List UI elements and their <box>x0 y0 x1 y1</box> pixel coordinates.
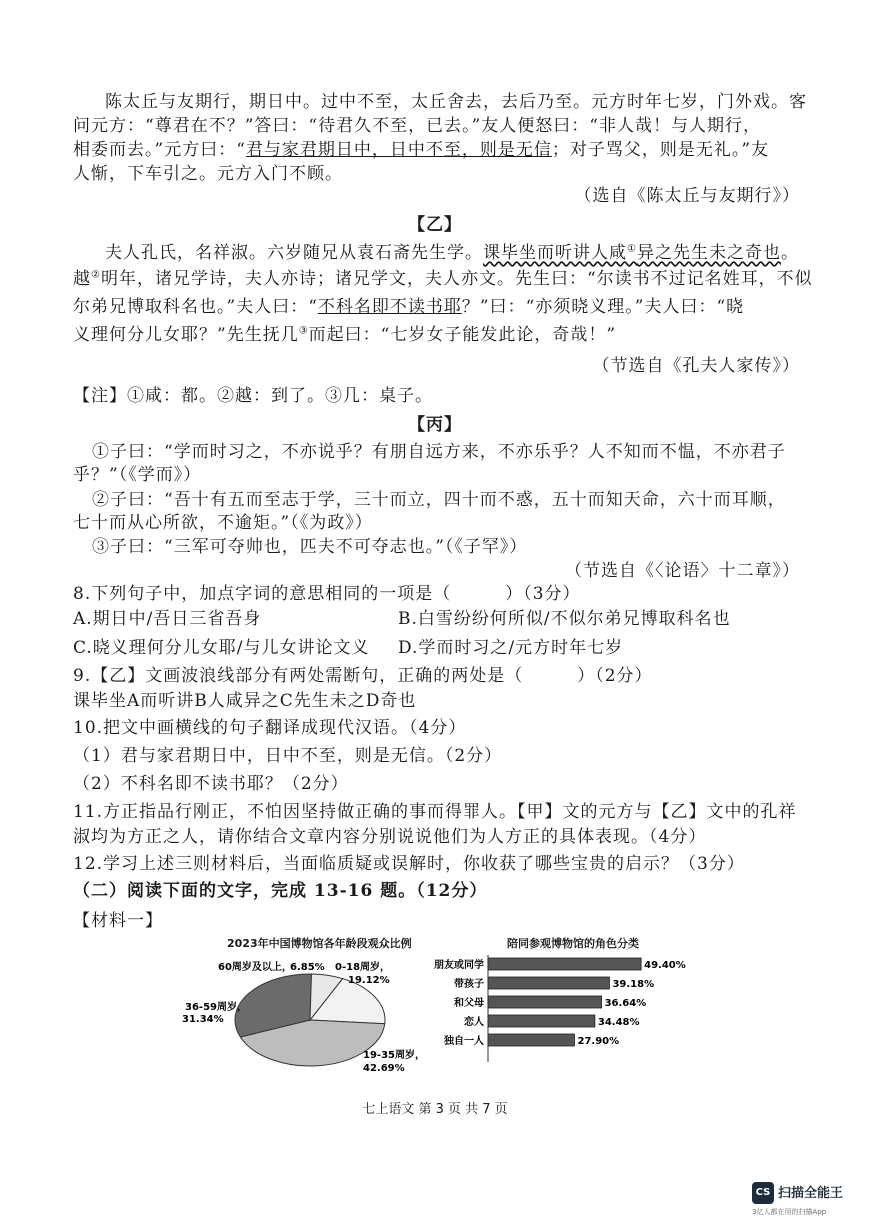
bar-category-label: 带孩子 <box>454 979 484 990</box>
bar-category-label: 朋友或同学 <box>434 960 484 971</box>
yi-line-4-start: 义理何分儿女耶？”先生抚几 <box>73 325 299 345</box>
bar-series <box>434 958 686 1047</box>
yi-line-1-end: 。 <box>780 243 799 263</box>
jia-source: （选自《陈太丘与友期行》） <box>574 186 800 206</box>
yi-line-4 <box>73 323 616 347</box>
yi-wavy-part-2: 异之先生未之奇也 <box>636 243 781 263</box>
bar-chart-title: 陪同参观博物馆的角色分类 <box>507 937 639 950</box>
bar <box>488 958 641 970</box>
scanner-app-name: 扫描全能王 <box>778 1186 844 1201</box>
question-8-option-a: A.期日中/吾日三省吾身 <box>73 609 262 629</box>
bar <box>488 996 602 1008</box>
yi-note: 【注】①咸：都。②越：到了。③几：桌子。 <box>73 386 433 406</box>
note-marker-2: ② <box>91 269 101 281</box>
yi-line-1-start: 夫人孔氏，名祥淑。六岁随兄从袁石斋先生学。 <box>105 243 483 263</box>
jia-line-3-end: ；对子骂父，则是无礼。”友 <box>551 140 770 160</box>
pie-chart <box>180 950 430 1080</box>
note-marker-3: ③ <box>298 325 309 337</box>
bar-value-label: 39.18% <box>612 979 655 990</box>
jia-line-3-start: 相委而去。”元方曰：“ <box>73 140 246 160</box>
question-8: 8.下列句子中，加点字词的意思相同的一项是（ ）（3分） <box>73 584 581 604</box>
pie-value-0-18: 19.12% <box>348 975 390 986</box>
yi-source: （节选自《孔夫人家传》） <box>592 356 800 376</box>
pie-label-36-59: 36-59周岁， <box>185 1002 247 1013</box>
question-8-option-b: B.白雪纷纷何所似/不似尔弟兄博取科名也 <box>398 609 731 629</box>
question-11-line-2: 淑均为方正之人，请你结合文章内容分别说说他们为人方正的具体表现。（4分） <box>73 827 707 847</box>
yi-line-2 <box>73 267 813 291</box>
bing-line-4: 七十而从心所欲，不逾矩。”（《为政》） <box>73 513 373 533</box>
question-9-options: 课毕坐A而听讲B人咸异之C先生未之D奇也 <box>73 691 417 711</box>
pie-chart-title: 2023年中国博物馆各年龄段观众比例 <box>227 937 412 950</box>
yi-underlined-sentence: 不科名即不读书耶 <box>317 297 462 317</box>
bar-value-label: 34.48% <box>597 1017 640 1028</box>
pie-value-36-59: 31.34% <box>182 1014 224 1025</box>
jia-underlined-sentence: 君与家君期日中，日中不至，则是无信 <box>245 140 552 160</box>
jia-line-3 <box>73 138 769 162</box>
bing-line-3: ②子曰：“吾十有五而至志于学，三十而立，四十而不惑，五十而知天命，六十而耳顺， <box>92 490 786 510</box>
bar <box>488 1034 574 1046</box>
yi-line-2-rest: 明年，诸兄学诗，夫人亦诗；诸兄学文，夫人亦文。先生曰：“尔读书不过记名姓耳，不似 <box>100 269 813 289</box>
bing-source: （节选自《〈论语〉十二章》） <box>565 561 800 581</box>
question-12: 12.学习上述三则材料后，当面临质疑或误解时，你收获了哪些宝贵的启示？（3分） <box>73 854 745 874</box>
pie-value-60-plus: 6.85% <box>290 962 325 973</box>
jia-line-1: 陈太丘与友期行，期日中。过中不至，太丘舍去，去后乃至。元方时年七岁，门外戏。客 <box>105 92 807 112</box>
bing-line-5: ③子曰：“三军可夺帅也，匹夫不可夺志也。”（《子罕》） <box>92 537 528 557</box>
question-10: 10.把文中画横线的句子翻译成现代汉语。（4分） <box>73 718 467 738</box>
pie-label-0-18: 0-18周岁， <box>335 962 391 973</box>
yi-line-3-start: 尔弟兄博取科名也。”夫人曰：“ <box>73 297 318 317</box>
scanner-logo <box>752 1180 856 1220</box>
question-8-option-d: D.学而时习之/元方时年七岁 <box>398 638 624 658</box>
bar <box>488 977 609 989</box>
question-10-part-2: （2）不科名即不读书耶？（2分） <box>73 774 349 794</box>
bar-chart <box>420 950 720 1080</box>
yi-line-3-end: ？”曰：“亦须晓义理。”夫人曰：“晓 <box>461 297 745 317</box>
yi-heading: 【乙】 <box>408 215 462 235</box>
yi-wavy-part-1: 课毕坐而听讲人咸 <box>483 243 627 263</box>
bar-value-label: 36.64% <box>604 998 647 1009</box>
yi-line-3 <box>73 295 744 319</box>
material-1-label: 【材料一】 <box>73 911 163 931</box>
bing-line-2: 乎？”（《学而》） <box>73 465 202 485</box>
question-11-line-1: 11.方正指品行刚正，不怕因坚持做正确的事而得罪人。【甲】文的元方与【乙】文中的孔祥 <box>73 802 797 822</box>
pie-label-19-35: 19-35周岁， <box>363 1050 425 1061</box>
yi-wavy-sentence <box>483 243 781 263</box>
scanner-app-slogan: 3亿人都在用的扫描App <box>752 1208 827 1216</box>
section-2-heading: （二）阅读下面的文字，完成 13-16 题。（12分） <box>73 881 488 901</box>
yi-line-4-rest: 而起曰：“七岁女子能发此论，奇哉！” <box>308 325 617 345</box>
bing-heading: 【丙】 <box>408 415 462 435</box>
pie-value-19-35: 42.69% <box>363 1063 405 1074</box>
bar-category-label: 和父母 <box>454 998 484 1009</box>
question-9: 9.【乙】文画波浪线部分有两处需断句，正确的两处是（ ）（2分） <box>73 666 653 686</box>
question-10-part-1: （1）君与家君期日中，日中不至，则是无信。（2分） <box>73 746 503 766</box>
page-footer: 七上语文 第 3 页 共 7 页 <box>362 1102 508 1117</box>
pie-label-60-plus: 60周岁及以上， <box>218 962 292 973</box>
yi-line-2-start: 越 <box>73 269 91 289</box>
bar-value-label: 49.40% <box>644 960 686 971</box>
yi-line-1 <box>105 241 799 265</box>
note-marker-1: ① <box>627 243 637 255</box>
jia-line-2: 问元方：“尊君在不？”答曰：“待君久不至，已去。”友人便怒曰：“非人哉！与人期行， <box>73 116 761 136</box>
bar-value-label: 27.90% <box>577 1036 620 1047</box>
jia-line-4: 人惭，下车引之。元方入门不顾。 <box>73 164 343 184</box>
bing-line-1: ①子曰：“学而时习之，不亦说乎？有朋自远方来，不亦乐乎？人不知而不愠，不亦君子 <box>92 442 786 462</box>
bar <box>488 1015 595 1027</box>
question-8-option-c: C.晓义理何分儿女耶/与儿女讲论文义 <box>73 638 370 658</box>
bar-category-label: 独自一人 <box>444 1036 484 1047</box>
cs-badge: CS <box>752 1182 774 1204</box>
bar-category-label: 恋人 <box>464 1017 484 1028</box>
